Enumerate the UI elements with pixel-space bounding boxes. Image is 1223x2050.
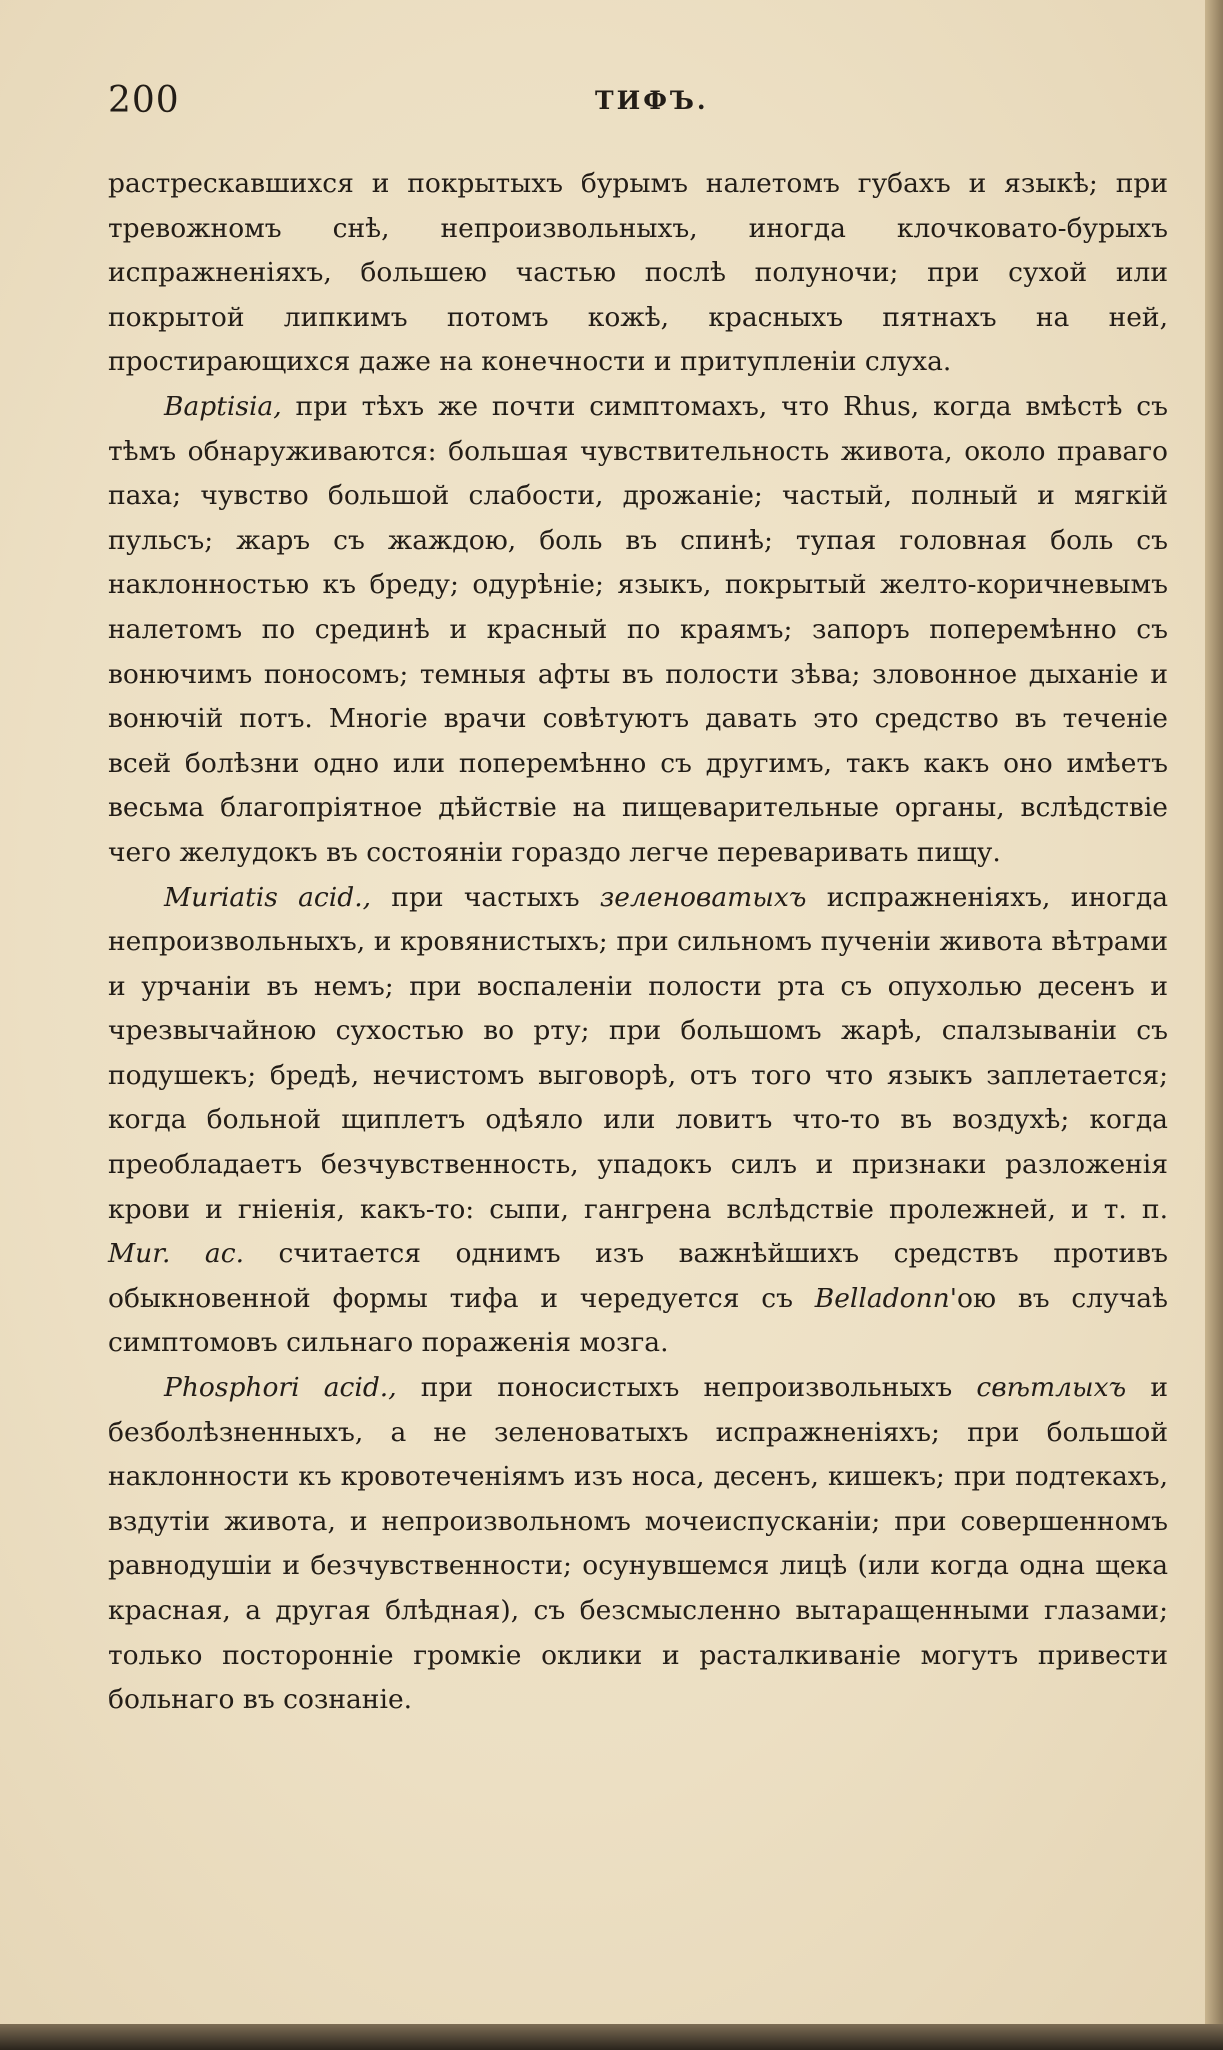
text-run: при частыхъ (371, 881, 600, 913)
text-run: растрескавшихся и покрытыхъ бурымъ налетомъ губахъ и языкѣ; при тревожномъ снѣ, непроизвольныхъ, иногда клочковато-бурыхъ испражненiяхъ, большею частью послѣ полуночи; при сухой или покрытой липкимъ потомъ кожѣ, красныхъ пятнахъ на ней, простирающихся даже на конечности и притупленiи слуха. (108, 168, 1168, 378)
emphasis: зеленоватыхъ (599, 881, 807, 913)
text-run: при тѣхъ же почти симптомахъ, что Rhus, когда вмѣстѣ съ тѣмъ обнаруживаются: большая чувствительность живота, около праваго паха; чувство большой слабости, дрожанiе; частый, полный и мягкiй пульсъ; жаръ съ жаждою, боль въ спинѣ; тупая головная боль съ наклонностью къ бреду; одурѣнiе; языкъ, покрытый желто-коричневымъ налетомъ по срединѣ и красный по краямъ; запоръ поперемѣнно съ вонючимъ поносомъ; темныя афты въ полости зѣва; зловонное дыханiе и вонючiй потъ. Многiе врачи совѣтуютъ давать это средство въ теченiе всей болѣзни одно или поперемѣнно съ другимъ, такъ какъ оно имѣетъ весьма благопрiятное дѣйствiе на пищеварительные органы, вслѣдствiе чего желудокъ въ состоянiи гораздо легче переваривать пищу. (108, 390, 1168, 868)
text-run: испражненiяхъ, иногда непроизвольныхъ, и кровянистыхъ; при сильномъ пученiи живота вѣтрами и урчанiи въ немъ; при воспаленiи полости рта съ опухолью десенъ и чрезвычайною сухостью во рту; при большомъ жарѣ, спалзыванiи съ подушекъ; бредѣ, нечистомъ выговорѣ, отъ того что языкъ заплетается; когда больной щиплетъ одѣяло или ловитъ что-то въ воздухѣ; когда преобладаетъ безчувственность, упадокъ силъ и признаки разложенiя крови и гнiенiя, какъ-то: сыпи, гангрена вслѣдствiе пролежней, и т. п. (108, 881, 1168, 1225)
text-run: и безболѣзненныхъ, а не зеленоватыхъ испражненiяхъ; при большой наклонности къ кровотеченiямъ изъ носа, десенъ, кишекъ; при подтекахъ, вздутiи живота, и непроизвольномъ мочеиспусканiи; при совершенномъ равнодушiи и безчувственности; осунувшемся лицѣ (или когда одна щека красная, а другая блѣдная), съ безсмысленно вытаращенными глазами; только посторонніе громкiе оклики и расталкиванiе могутъ привести больнаго въ сознанiе. (108, 1372, 1168, 1716)
paragraph-baptisia (108, 385, 1168, 876)
paragraph-muriatis-acid (108, 876, 1168, 1367)
page-number: 200 (108, 80, 180, 121)
remedy-name: Muriatis acid., (164, 881, 372, 913)
body-text (108, 162, 1168, 1723)
page-header (108, 80, 1168, 130)
running-title: ТИФЪ. (595, 86, 709, 115)
emphasis: свѣтлыхъ (976, 1372, 1127, 1404)
text-run: при поносистыхъ непроизвольныхъ (396, 1372, 977, 1404)
remedy-name: Baptisia, (164, 390, 282, 422)
paragraph-continuation (108, 162, 1168, 385)
text-run: 'ою въ случаѣ симптомовъ сильнаго пораженiя мозга. (108, 1282, 1168, 1359)
paragraph-phosphori-acid (108, 1366, 1168, 1723)
remedy-name: Belladonn (814, 1282, 950, 1314)
remedy-abbreviation: Mur. ac. (108, 1238, 244, 1270)
page-edge-shadow (1205, 0, 1223, 2050)
text-run: считается однимъ изъ важнѣйшихъ средствъ противъ обыкновенной формы тифа и чередуется съ (108, 1238, 1168, 1314)
remedy-name: Phosphori acid., (164, 1372, 397, 1404)
scan-bottom-border (0, 2024, 1223, 2050)
